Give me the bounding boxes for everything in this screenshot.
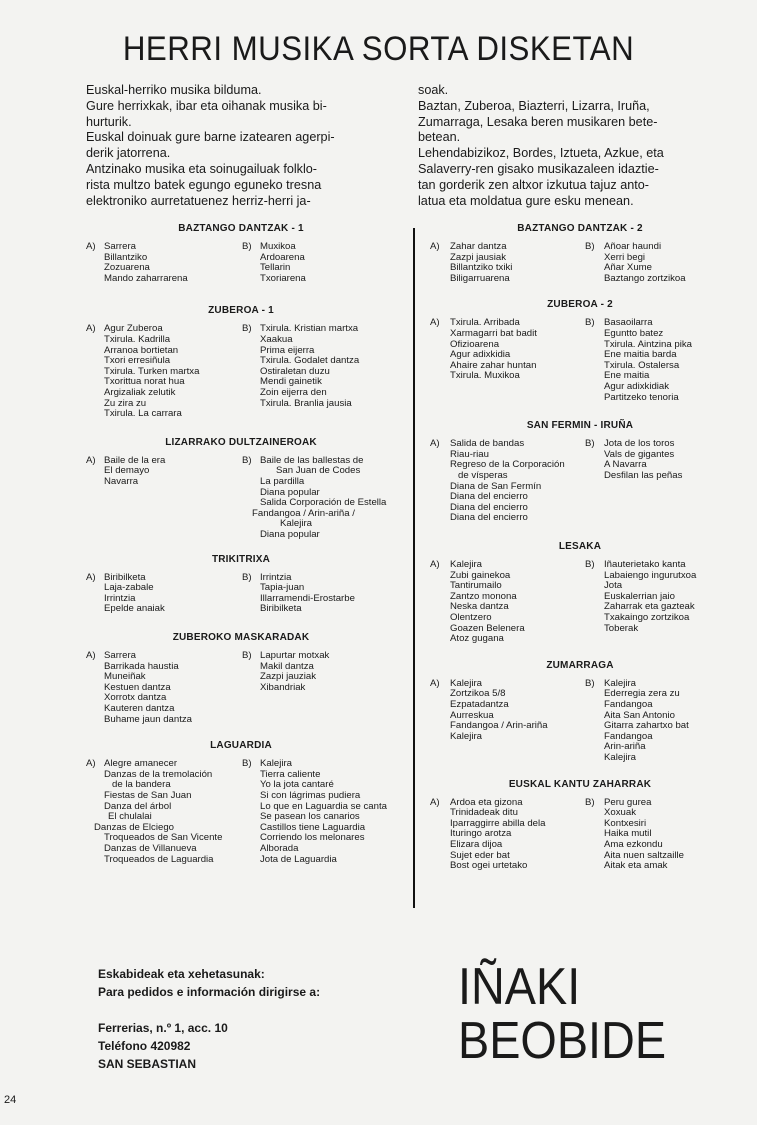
track-item: Añoar haundi — [604, 241, 662, 252]
side-a-tracks — [450, 798, 545, 872]
right-track-column — [430, 222, 730, 872]
section-title: ZUBEROA - 2 — [547, 299, 613, 311]
track-item: Zazpi jauziak — [260, 671, 316, 683]
track-item: Peru gurea — [604, 796, 652, 808]
section-title: LIZARRAKO DULTZAINEROAK — [165, 436, 317, 448]
track-item: Txirula. Godalet dantza — [260, 355, 360, 367]
track-item: Txirula. La carrara — [104, 408, 182, 420]
track-item: Kalejira — [450, 558, 482, 570]
track-item: Zu zira zu — [104, 397, 147, 409]
track-item: Bost ogei urtetako — [450, 860, 528, 872]
track-section — [430, 540, 730, 645]
track-item: Txirula. Muxikoa — [450, 370, 520, 382]
side-b-label: B) — [585, 796, 595, 808]
side-a-tracks — [450, 560, 525, 645]
track-item: Eguntto batez — [604, 327, 664, 339]
track-item: Fandangoa / Arin-ariña / — [252, 507, 355, 519]
intro-line: latua eta moldatua gure esku menean. — [418, 192, 634, 208]
side-b-label: B) — [242, 323, 252, 335]
track-item: El demayo — [104, 465, 150, 477]
track-item: Partitzeko tenoria — [604, 391, 679, 403]
track-item: Prima eijerra — [260, 344, 315, 356]
track-item: Muxikoa — [260, 241, 296, 252]
track-item: Alborada — [260, 842, 299, 854]
city: SAN SEBASTIAN — [98, 1057, 197, 1071]
track-item: Agur adixkidia — [450, 349, 511, 361]
track-item: Diana popular — [260, 486, 320, 498]
phone: Teléfono 420982 — [98, 1039, 191, 1053]
track-item: Xerri begi — [604, 251, 646, 263]
track-item: Regreso de la Corporación — [450, 459, 565, 471]
side-b-label: B) — [242, 649, 252, 661]
track-item: San Juan de Codes — [276, 465, 361, 477]
track-item: Troqueados de San Vicente — [104, 832, 223, 844]
side-a-label: A) — [430, 558, 440, 570]
track-item: Danza del árbol — [104, 800, 172, 812]
track-item: Txirula. Kristian martxa — [260, 323, 359, 335]
track-item: Danzas de Villanueva — [104, 842, 197, 854]
track-item: Aita San Antonio — [604, 709, 675, 721]
side-b-label: B) — [585, 677, 595, 689]
track-item: Xarmagarri bat badit — [450, 327, 537, 339]
side-a-label: A) — [430, 241, 440, 252]
track-item: Aitak eta amak — [604, 860, 668, 872]
track-item: Arin-ariña — [604, 741, 646, 753]
intro-line: Euskal-herriko musika bilduma. — [86, 82, 262, 97]
track-item: Billantziko txiki — [450, 262, 513, 274]
track-section — [430, 659, 730, 764]
side-a-label: A) — [430, 317, 440, 329]
track-item: Sarrera — [104, 649, 136, 661]
track-section — [430, 778, 730, 872]
track-item: Arranoa bortietan — [104, 344, 179, 356]
track-section — [430, 222, 730, 284]
side-a-tracks — [104, 651, 192, 725]
track-item: Txirula. Aintzina pika — [604, 338, 692, 350]
track-item: Ene maitia — [604, 370, 650, 382]
track-item: Barrikada haustia — [104, 660, 179, 672]
track-item: Diana del encierro — [450, 501, 528, 513]
intro-line: betean. — [418, 129, 461, 145]
track-item: Danzas de Elciego — [94, 821, 174, 833]
track-item: Añar Xume — [604, 262, 652, 274]
track-item: Zozuarena — [104, 262, 150, 274]
track-item: Iñauterietako kanta — [604, 558, 686, 570]
track-item: Ahaire zahar huntan — [450, 359, 537, 371]
brand-line-1: IÑAKI — [458, 958, 581, 1016]
side-a-tracks — [104, 242, 188, 284]
track-item: Ederregia zera zu — [604, 688, 680, 700]
track-item: Se pasean los canarios — [260, 811, 360, 823]
track-item: Tantirumailo — [450, 580, 502, 592]
track-item: Euskalerrian jaio — [604, 590, 675, 602]
track-item: Agur adixkidiak — [604, 380, 670, 392]
intro-line: Salaverry-ren gisako musikazaleen idaztie- — [418, 160, 659, 176]
track-item: Txirula. Ostalersa — [604, 359, 680, 371]
track-item: Aita nuen saltzaille — [604, 849, 684, 861]
track-item: Kalejira — [604, 751, 636, 763]
track-item: Argizaliak zelutik — [104, 386, 176, 398]
intro-right — [418, 82, 718, 208]
track-item: Diana del encierro — [450, 512, 528, 524]
track-item: Laja-zabale — [104, 582, 154, 594]
track-item: Yo la jota cantaré — [260, 779, 334, 791]
track-item: Fiestas de San Juan — [104, 789, 192, 801]
track-item: Haika mutil — [604, 828, 652, 840]
order-info-spanish: Para pedidos e información dirigirse a: — [98, 985, 321, 999]
side-a-label: A) — [86, 758, 96, 770]
track-item: Castillos tiene Laguardia — [260, 821, 366, 833]
track-item: Kalejira — [450, 677, 482, 689]
side-b-label: B) — [585, 558, 595, 570]
track-item: Gitarra zahartxo bat — [604, 720, 689, 732]
track-item: Jota de los toros — [604, 438, 675, 450]
section-title: ZUMARRAGA — [546, 659, 614, 671]
track-section — [86, 436, 396, 541]
track-item: Troqueados de Laguardia — [104, 853, 214, 865]
track-item: Zahar dantza — [450, 241, 507, 252]
track-item: Xoxuak — [604, 807, 636, 819]
track-item: Txirula. Turken martxa — [104, 365, 200, 377]
side-b-label: B) — [242, 571, 252, 583]
track-section — [86, 739, 396, 865]
section-title: LAGUARDIA — [210, 740, 272, 752]
section-title: ZUBEROKO MASKARADAK — [172, 631, 310, 643]
track-item: Sarrera — [104, 241, 136, 252]
track-item: Elizara dijoa — [450, 838, 503, 850]
track-section — [86, 304, 396, 419]
track-item: Txirula. Kadrilla — [104, 333, 171, 345]
track-item: Ostiraletan duzu — [260, 365, 330, 377]
track-section — [430, 419, 730, 524]
side-a-tracks — [450, 318, 537, 382]
track-item: Baile de la era — [104, 454, 166, 466]
track-item: A Navarra — [604, 459, 647, 471]
side-b-label: B) — [585, 438, 595, 450]
track-item: Txirula. Branlia jausia — [260, 397, 352, 409]
track-item: Txakaingo zortzikoa — [604, 611, 690, 623]
track-item: Kalejira — [260, 758, 292, 770]
track-section — [86, 631, 396, 725]
track-item: Kalejira — [450, 730, 482, 742]
track-section — [86, 222, 396, 284]
track-item: de vísperas — [458, 469, 508, 481]
track-item: Buhame jaun dantza — [104, 713, 193, 725]
track-item: Riau-riau — [450, 448, 489, 460]
track-item: Ardoa eta gizona — [450, 796, 523, 808]
section-title: TRIKITRIXA — [211, 553, 271, 565]
track-item: Kestuen dantza — [104, 681, 171, 693]
track-item: Diana de San Fermín — [450, 480, 542, 492]
track-item: Fandangoa — [604, 698, 653, 710]
track-item: Billantziko — [104, 251, 148, 263]
track-item: Ezpatadantza — [450, 698, 509, 710]
track-item: Kontxesiri — [604, 817, 647, 829]
track-item: Ardoarena — [260, 251, 305, 263]
track-item: Txoriarena — [260, 272, 306, 284]
track-item: Alegre amanecer — [104, 758, 178, 770]
track-item: Tapia-juan — [260, 582, 305, 594]
intro-line: Euskal doinuak gure barne izatearen agerpi- — [86, 129, 335, 145]
track-item: Iparraggirre abilla dela — [450, 817, 546, 829]
track-item: Kauteren dantza — [104, 702, 175, 714]
track-item: Muneiñak — [104, 671, 146, 683]
side-a-label: A) — [86, 571, 96, 583]
side-b-label: B) — [242, 241, 252, 252]
side-b-tracks — [252, 454, 387, 541]
track-item: Irrintzia — [104, 592, 136, 604]
side-a-label: A) — [86, 649, 96, 661]
track-section — [430, 298, 730, 403]
side-a-tracks — [94, 758, 223, 865]
track-item: Mendi gainetik — [260, 376, 322, 388]
intro-line: Antzinako musika eta soinugailuak folklo- — [86, 160, 318, 176]
track-item: Lo que en Laguardia se canta — [260, 800, 387, 812]
track-item: Aurreskua — [450, 709, 494, 721]
side-a-tracks — [104, 456, 165, 488]
section-title: ZUBEROA - 1 — [208, 305, 274, 317]
page-title: HERRI MUSIKA SORTA DISKETAN — [122, 30, 635, 68]
section-title: LESAKA — [558, 540, 602, 552]
intro-line: hurturik. — [86, 113, 132, 129]
side-a-label: A) — [430, 796, 440, 808]
track-item: Biligarruarena — [450, 272, 510, 284]
track-item: Txirula. Arribada — [450, 317, 520, 329]
side-b-label: B) — [585, 317, 595, 329]
track-item: Olentzero — [450, 611, 492, 623]
side-a-tracks — [450, 679, 548, 743]
brand-line-2: BEOBIDE — [458, 1012, 667, 1070]
side-a-label: A) — [430, 438, 440, 450]
track-item: Fandangoa / Arin-ariña — [450, 720, 548, 732]
track-item: Navarra — [104, 475, 139, 487]
intro-line: Zumarraga, Lesaka beren musikaren bete- — [418, 113, 658, 129]
intro-line: rista multzo batek egungo eguneko tresna — [86, 176, 322, 192]
track-item: Zortzikoa 5/8 — [450, 688, 506, 700]
track-item: Irrintzia — [260, 571, 292, 583]
side-b-label: B) — [242, 758, 252, 770]
track-item: Fandangoa — [604, 730, 653, 742]
track-item: Desfilan las peñas — [604, 469, 683, 481]
side-b-tracks — [260, 651, 329, 693]
intro-line: soak. — [418, 82, 449, 97]
intro-line: elektroniko aurretatuenez herriz-herri ja- — [86, 192, 311, 208]
track-item: Epelde anaiak — [104, 603, 165, 615]
intro-line: tan gorderik zen altxor izkutua tajuz anto- — [418, 176, 650, 192]
track-item: Txori erresiñula — [104, 355, 171, 367]
side-b-tracks — [260, 324, 359, 409]
intro-line: derik jatorrena. — [86, 145, 171, 161]
track-item: La pardilla — [260, 475, 305, 487]
intro-line: Gure herrixkak, ibar eta oihanak musika bi- — [86, 97, 327, 113]
track-item: Kalejira — [604, 677, 636, 689]
left-track-column — [86, 222, 396, 865]
track-item: Zantzo monona — [450, 590, 517, 602]
side-b-tracks — [604, 439, 682, 481]
track-item: Kalejira — [280, 518, 312, 530]
track-item: Goazen Belenera — [450, 622, 525, 634]
track-item: Xorrotx dantza — [104, 692, 167, 704]
track-item: Biribilketa — [104, 571, 146, 583]
track-item: Zaharrak eta gazteak — [604, 601, 695, 613]
track-item: Xibandriak — [260, 681, 306, 693]
track-item: Trinidadeak ditu — [450, 807, 518, 819]
track-item: Ama ezkondu — [604, 838, 663, 850]
track-item: Baztango zortzikoa — [604, 272, 686, 284]
track-item: Zoin eijerra den — [260, 386, 327, 398]
track-item: Lapurtar motxak — [260, 649, 330, 661]
side-a-tracks — [104, 324, 199, 419]
track-item: Biribilketa — [260, 603, 302, 615]
track-item: Zubi gainekoa — [450, 569, 511, 581]
track-item: de la bandera — [112, 779, 171, 791]
column-divider — [413, 228, 415, 908]
side-b-tracks — [604, 242, 686, 284]
section-title: SAN FERMIN - IRUÑA — [526, 420, 634, 432]
address: Ferrerias, n.º 1, acc. 10 — [98, 1021, 228, 1035]
side-b-tracks — [260, 242, 306, 284]
track-item: Xaakua — [260, 333, 293, 345]
track-item: Diana del encierro — [450, 491, 528, 503]
intro-line: Baztan, Zuberoa, Biazterri, Lizarra, Iruña, — [418, 97, 650, 113]
side-a-label: A) — [86, 241, 96, 252]
track-item: Diana popular — [260, 528, 320, 540]
section-title: BAZTANGO DANTZAK - 1 — [178, 223, 304, 234]
track-item: Labaiengo ingurutxoa — [604, 569, 697, 581]
track-item: Tierra caliente — [260, 768, 321, 780]
brand-name — [458, 960, 689, 1068]
track-section — [86, 553, 396, 615]
track-item: Neska dantza — [450, 601, 509, 613]
track-item: Mando zaharrarena — [104, 272, 188, 284]
track-item: Ene maitia barda — [604, 349, 677, 361]
track-item: Agur Zuberoa — [104, 323, 163, 335]
track-item: Tellarin — [260, 262, 291, 274]
side-b-label: B) — [242, 454, 252, 466]
track-item: Vals de gigantes — [604, 448, 675, 460]
side-b-tracks — [604, 560, 696, 634]
track-item: Illarramendi-Erostarbe — [260, 592, 355, 604]
track-item: Basaoilarra — [604, 317, 653, 329]
track-item: Makil dantza — [260, 660, 314, 672]
track-item: Si con lágrimas pudiera — [260, 789, 361, 801]
side-b-tracks — [604, 798, 684, 872]
track-item: Jota de Laguardia — [260, 853, 337, 865]
side-b-tracks — [260, 573, 355, 615]
section-title: EUSKAL KANTU ZAHARRAK — [508, 778, 652, 790]
track-item: Salida de bandas — [450, 438, 525, 450]
side-b-tracks — [604, 318, 692, 403]
order-info — [98, 965, 320, 1073]
intro-left — [86, 82, 376, 208]
side-a-label: A) — [430, 677, 440, 689]
track-item: Sujet eder bat — [450, 849, 510, 861]
intro-line: Lehendabizikoz, Bordes, Iztueta, Azkue, eta — [418, 145, 664, 161]
page-number: 24 — [4, 1094, 17, 1106]
track-item: Baile de las ballestas de — [260, 454, 364, 466]
track-item: Corriendo los melonares — [260, 832, 365, 844]
track-item: Zazpi jausiak — [450, 251, 506, 263]
side-a-label: A) — [86, 454, 96, 466]
side-a-tracks — [104, 573, 165, 615]
section-title: BAZTANGO DANTZAK - 2 — [517, 223, 643, 234]
order-info-basque: Eskabideak eta xehetasunak: — [98, 967, 265, 981]
track-item: Atoz gugana — [450, 633, 504, 645]
track-item: Txorittua norat hua — [104, 376, 185, 388]
side-b-tracks — [260, 759, 387, 865]
track-item: Ofizioarena — [450, 338, 500, 350]
side-a-tracks — [450, 242, 512, 284]
side-a-tracks — [450, 439, 565, 524]
track-item: El chulalai — [108, 811, 152, 823]
side-b-label: B) — [585, 241, 595, 252]
side-a-label: A) — [86, 323, 96, 335]
side-b-tracks — [604, 679, 689, 764]
track-item: Danzas de la tremolación — [104, 768, 213, 780]
track-item: Toberak — [604, 622, 639, 634]
track-item: Salida Corporación de Estella — [260, 497, 387, 509]
track-item: Jota — [604, 580, 623, 592]
track-item: Ituringo arotza — [450, 828, 512, 840]
